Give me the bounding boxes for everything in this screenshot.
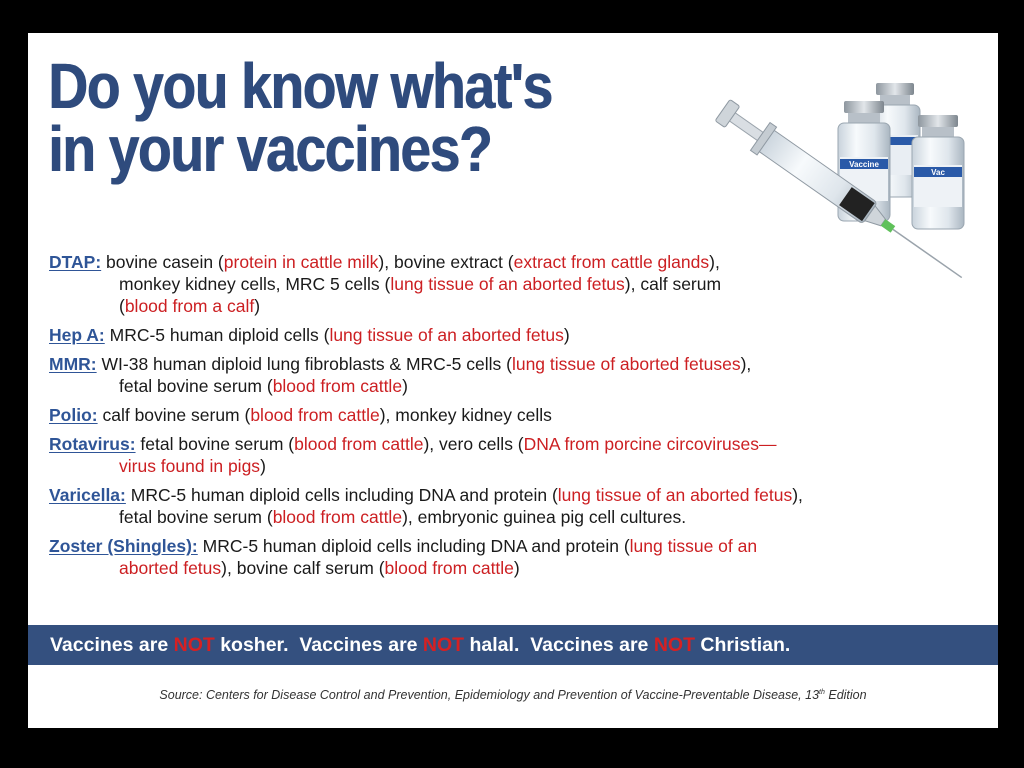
entry-first-line (49, 535, 984, 557)
ingredient-explanation: lung tissue of aborted fetuses (511, 354, 741, 374)
entry-first-line (49, 404, 984, 426)
ingredient-text: monkey kidney cells, MRC 5 cells ( (119, 274, 391, 294)
ingredient-text: ), (709, 252, 720, 272)
ingredient-text: fetal bovine serum ( (140, 434, 295, 454)
vaccine-entry (49, 535, 984, 579)
vaccine-entry (49, 324, 984, 346)
banner-not-word: NOT (653, 633, 695, 656)
entry-continuation-line (49, 295, 984, 317)
source-suffix: Edition (824, 688, 867, 702)
vaccine-entry (49, 433, 984, 477)
ingredient-explanation: blood from a calf (124, 296, 255, 316)
ingredient-text: ), vero cells ( (423, 434, 524, 454)
ingredient-explanation: lung tissue of an aborted fetus (329, 325, 564, 345)
ingredient-text: MRC-5 human diploid cells ( (109, 325, 330, 345)
entry-continuation-line (49, 273, 984, 295)
ingredient-explanation: lung tissue of an aborted fetus (390, 274, 625, 294)
entry-first-line (49, 251, 984, 273)
page-title (48, 50, 552, 185)
ingredient-explanation: lung tissue of an aborted fetus (557, 485, 793, 505)
banner-text: Christian. (694, 633, 791, 656)
vaccine-name: Hep A: (49, 325, 105, 345)
ingredient-text: ), embryonic guinea pig cell cultures. (402, 507, 687, 527)
entry-continuation-line (49, 557, 984, 579)
entry-continuation-line (49, 375, 984, 397)
ingredient-explanation: blood from cattle (250, 405, 380, 425)
ingredient-text: WI-38 human diploid lung fibroblasts & MRC-5 cells ( (101, 354, 512, 374)
banner-text: halal. Vaccines are (464, 633, 654, 656)
ingredient-text: fetal bovine serum ( (119, 376, 273, 396)
vaccine-name: Rotavirus: (49, 434, 136, 454)
entry-first-line (49, 484, 984, 506)
ingredient-text: ) (402, 376, 408, 396)
ingredient-text: MRC-5 human diploid cells including DNA and protein ( (202, 536, 630, 556)
title-line-1: Do you know what's (48, 50, 552, 122)
vaccine-entry (49, 353, 984, 397)
ingredient-text: calf bovine serum ( (102, 405, 251, 425)
source-text: Source: Centers for Disease Control and Prevention, Epidemiology and Prevention of Vaccine-Preventable Disease, 13 (159, 688, 820, 702)
banner-not-word: NOT (422, 633, 465, 656)
ingredient-text: ), bovine extract ( (378, 252, 514, 272)
entry-first-line (49, 433, 984, 455)
ingredient-explanation: blood from cattle (294, 434, 424, 454)
entry-continuation-line (49, 506, 984, 528)
ingredient-explanation: lung tissue of an (629, 536, 758, 556)
vaccine-ingredient-list (49, 251, 984, 586)
ingredient-explanation: extract from cattle glands (513, 252, 710, 272)
ingredient-text: ), calf serum (624, 274, 722, 294)
ingredient-explanation: DNA from porcine circoviruses— (523, 434, 777, 454)
ingredient-text: bovine casein ( (106, 252, 224, 272)
ingredient-explanation: protein in cattle milk (223, 252, 379, 272)
banner-not-word: NOT (173, 633, 215, 656)
entry-first-line (49, 324, 984, 346)
vaccine-entry (49, 251, 984, 317)
vial-label: Vaccine (849, 160, 879, 169)
ingredient-explanation: blood from cattle (384, 558, 514, 578)
bottom-banner (28, 625, 998, 665)
vaccine-entry (49, 484, 984, 528)
source-edition-sup: th (819, 688, 825, 696)
ingredient-text: ) (260, 456, 266, 476)
ingredient-text: ) (513, 558, 520, 578)
ingredient-text: ( (119, 296, 125, 316)
banner-text: Vaccines are (50, 633, 174, 656)
ingredient-text: ) (563, 325, 570, 345)
infographic-card (28, 33, 998, 728)
ingredient-text: fetal bovine serum ( (119, 507, 273, 527)
title-line-2: in your vaccines? (48, 113, 492, 185)
vaccine-name: MMR: (49, 354, 97, 374)
vaccine-entry (49, 404, 984, 426)
ingredient-text: ), (740, 354, 752, 374)
vaccine-name: Polio: (49, 405, 98, 425)
ingredient-explanation: blood from cattle (272, 507, 403, 527)
vial-label-right: Vac (931, 168, 945, 177)
ingredient-text: ), bovine calf serum ( (221, 558, 385, 578)
ingredient-text: ) (254, 296, 261, 316)
vaccine-name: Zoster (Shingles): (49, 536, 198, 556)
vaccine-name: DTAP: (49, 252, 102, 272)
vaccine-name: Varicella: (49, 485, 126, 505)
ingredient-text: MRC-5 human diploid cells including DNA and protein ( (130, 485, 558, 505)
entry-first-line (49, 353, 984, 375)
ingredient-text: ), (792, 485, 803, 505)
entry-continuation-line (49, 455, 984, 477)
ingredient-text: ), monkey kidney cells (379, 405, 552, 425)
ingredient-explanation: aborted fetus (119, 558, 222, 578)
source-citation (28, 688, 998, 702)
ingredient-explanation: virus found in pigs (119, 456, 261, 476)
ingredient-explanation: blood from cattle (272, 376, 403, 396)
banner-text: kosher. Vaccines are (214, 633, 423, 656)
